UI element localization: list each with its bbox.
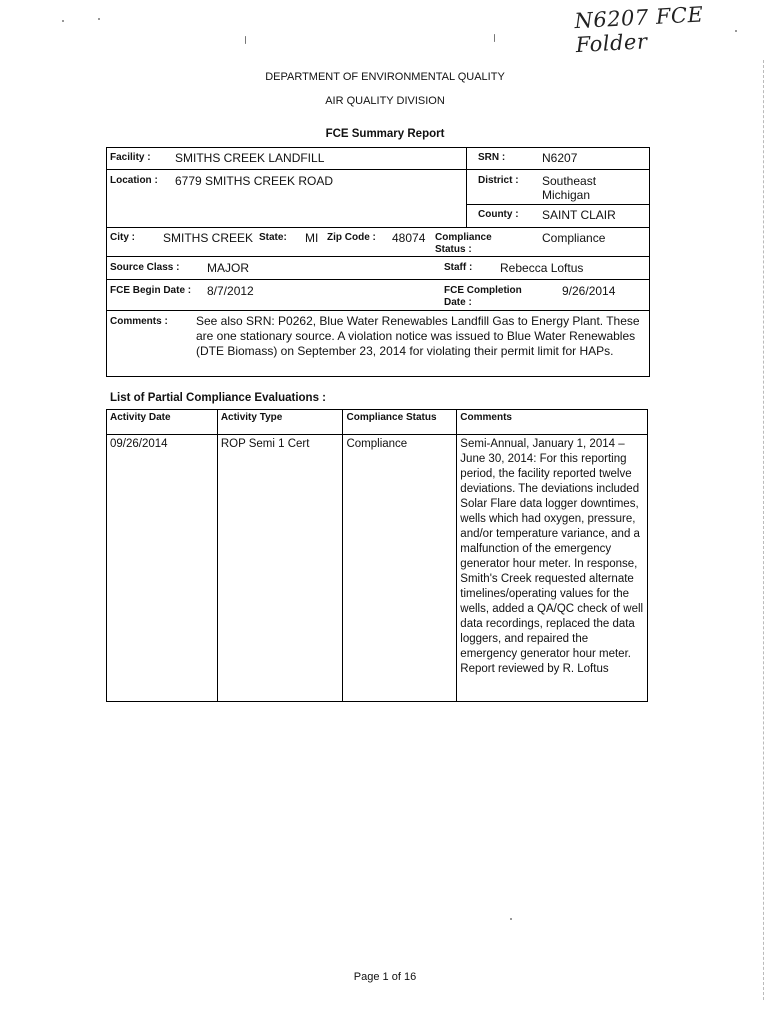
pce-section-title: List of Partial Compliance Evaluations : (110, 392, 326, 404)
zip-value: 48074 (392, 231, 426, 245)
report-title: FCE Summary Report (325, 128, 445, 140)
compliance-value: Compliance (542, 231, 606, 245)
page-number: Page 1 of 16 (353, 971, 417, 983)
column-header: Activity Date (107, 410, 218, 435)
comments-value: See also SRN: P0262, Blue Water Renewables Landfill Gas to Energy Plant. These are one stationary source. A violation notice was issued to Blue Water Renewables (DTE Biomass) on September 23, 2014 for violating their permit limit for HAPs. (196, 314, 640, 358)
department-heading: DEPARTMENT OF ENVIRONMENTAL QUALITY (265, 71, 505, 83)
scan-speck (245, 36, 246, 44)
staff-value: Rebecca Loftus (500, 261, 584, 275)
handwritten-folder-note: N6207 FCE Folder (573, 2, 704, 58)
activity-type-cell: ROP Semi 1 Cert (217, 435, 343, 702)
scan-edge-artifact (762, 60, 764, 1000)
fce-begin-value: 8/7/2012 (207, 284, 254, 298)
source-class-label: Source Class : (110, 262, 180, 273)
state-value: MI (305, 231, 319, 245)
scan-speck (735, 30, 737, 32)
divider (106, 227, 650, 228)
county-label: County : (478, 209, 519, 220)
zip-label: Zip Code : (327, 232, 376, 243)
table-row (107, 435, 648, 702)
divider (106, 279, 650, 280)
srn-label: SRN : (478, 152, 506, 163)
fce-completion-label: FCE Completion Date : (444, 285, 522, 308)
divider (466, 147, 467, 169)
scan-speck (98, 18, 100, 20)
city-value: SMITHS CREEK (163, 231, 254, 245)
scan-speck (510, 918, 512, 920)
facility-value: SMITHS CREEK LANDFILL (175, 151, 325, 165)
fce-begin-label: FCE Begin Date : (110, 285, 192, 296)
activity-date-cell: 09/26/2014 (107, 435, 218, 702)
column-header: Compliance Status (343, 410, 457, 435)
divider (106, 310, 650, 311)
divider (466, 169, 467, 227)
scan-speck (494, 34, 495, 42)
scan-speck (62, 20, 64, 22)
division-heading: AIR QUALITY DIVISION (325, 95, 445, 107)
source-class-value: MAJOR (207, 261, 249, 275)
facility-label: Facility : (110, 152, 151, 163)
district-label: District : (478, 175, 519, 186)
county-value: SAINT CLAIR (542, 208, 616, 222)
table-header-row (107, 410, 648, 435)
location-label: Location : (110, 175, 158, 186)
comments-label: Comments : (110, 316, 168, 327)
comments-cell: Semi-Annual, January 1, 2014 – June 30, 2014: For this reporting period, the facility reported twelve deviations. The deviations included Solar Flare data logger downtimes, wells which had oxygen, pressure, and/or temperature variance, and a malfunction of the emergency generator hour meter. In response, Smith's Creek requested alternate timelines/operating values for the wells, added a QA/QC check of well data recordings, replaced the data loggers, and repaired the emergency generator hour meter. Report reviewed by R. Loftus (457, 435, 648, 702)
srn-value: N6207 (542, 151, 578, 165)
location-value: 6779 SMITHS CREEK ROAD (175, 174, 334, 188)
divider (106, 169, 650, 170)
staff-label: Staff : (444, 262, 473, 273)
state-label: State: (259, 232, 287, 243)
divider (466, 204, 650, 205)
pce-table (106, 409, 648, 702)
column-header: Comments (457, 410, 648, 435)
compliance-status-cell: Compliance (343, 435, 457, 702)
fce-completion-value: 9/26/2014 (562, 284, 616, 298)
divider (106, 256, 650, 257)
column-header: Activity Type (217, 410, 343, 435)
compliance-label: Compliance Status : (435, 232, 492, 255)
district-value: Southeast Michigan (542, 174, 597, 202)
city-label: City : (110, 232, 135, 243)
